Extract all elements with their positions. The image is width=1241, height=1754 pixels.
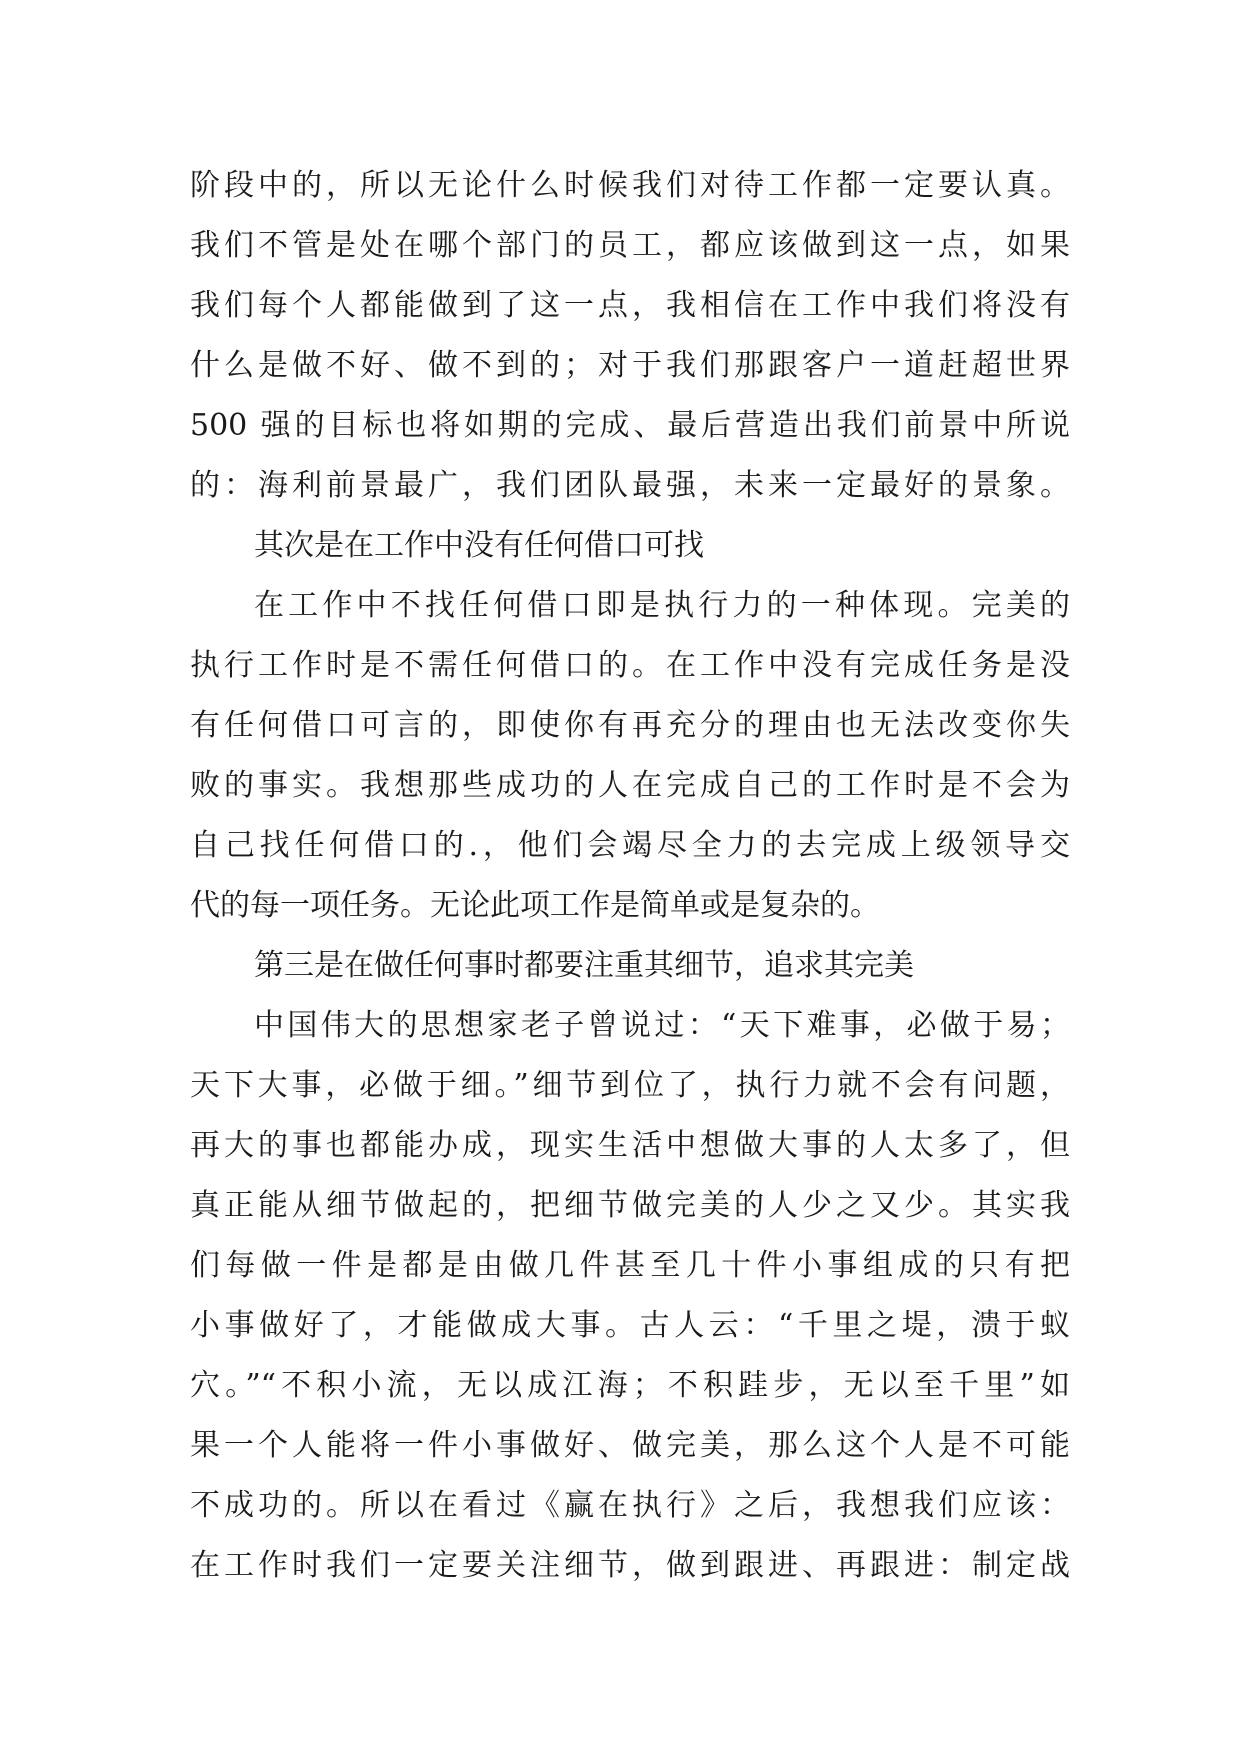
text-line: 什么是做不好、做不到的；对于我们那跟客户一道赶超世界 — [190, 348, 1070, 383]
text-line: 在工作中不找任何借口即是执行力的一种体现。完美的 — [254, 588, 1070, 623]
text-line: 中国伟大的思想家老子曾说过：“天下难事，必做于易； — [254, 1008, 1070, 1043]
text-line: 真正能从细节做起的，把细节做完美的人少之又少。其实我 — [190, 1188, 1070, 1223]
text-line: 500 强的目标也将如期的完成、最后营造出我们前景中所说 — [190, 408, 1070, 443]
text-line: 穴。”“不积小流，无以成江海；不积跬步，无以至千里”如 — [190, 1368, 1070, 1403]
text-line: 代的每一项任务。无论此项工作是简单或是复杂的。 — [190, 888, 880, 923]
text-line: 再大的事也都能办成，现实生活中想做大事的人太多了，但 — [190, 1128, 1070, 1163]
text-line: 阶段中的，所以无论什么时候我们对待工作都一定要认真。 — [190, 168, 1070, 203]
text-line: 败的事实。我想那些成功的人在完成自己的工作时是不会为 — [190, 768, 1070, 803]
text-line: 有任何借口可言的，即使你有再充分的理由也无法改变你失 — [190, 708, 1070, 743]
text-line: 小事做好了，才能做成大事。古人云：“千里之堤，溃于蚁 — [190, 1308, 1070, 1343]
text-line: 我们不管是处在哪个部门的员工，都应该做到这一点，如果 — [190, 228, 1070, 263]
text-line: 天下大事，必做于细。”细节到位了，执行力就不会有问题， — [190, 1068, 1070, 1103]
text-line: 的：海利前景最广，我们团队最强，未来一定最好的景象。 — [190, 468, 1070, 503]
text-line: 在工作时我们一定要关注细节，做到跟进、再跟进：制定战 — [190, 1548, 1070, 1583]
text-line: 不成功的。所以在看过《赢在执行》之后，我想我们应该： — [190, 1488, 1070, 1523]
text-line: 自己找任何借口的.，他们会竭尽全力的去完成上级领导交 — [190, 828, 1070, 863]
text-line: 第三是在做任何事时都要注重其细节，追求其完美 — [254, 948, 914, 983]
text-line: 我们每个人都能做到了这一点，我相信在工作中我们将没有 — [190, 288, 1070, 323]
text-line: 们每做一件是都是由做几件甚至几十件小事组成的只有把 — [190, 1248, 1070, 1283]
text-line: 其次是在工作中没有任何借口可找 — [254, 528, 704, 563]
text-line: 执行工作时是不需任何借口的。在工作中没有完成任务是没 — [190, 648, 1070, 683]
document-body — [190, 156, 1070, 1596]
text-line: 果一个人能将一件小事做好、做完美，那么这个人是不可能 — [190, 1428, 1070, 1463]
